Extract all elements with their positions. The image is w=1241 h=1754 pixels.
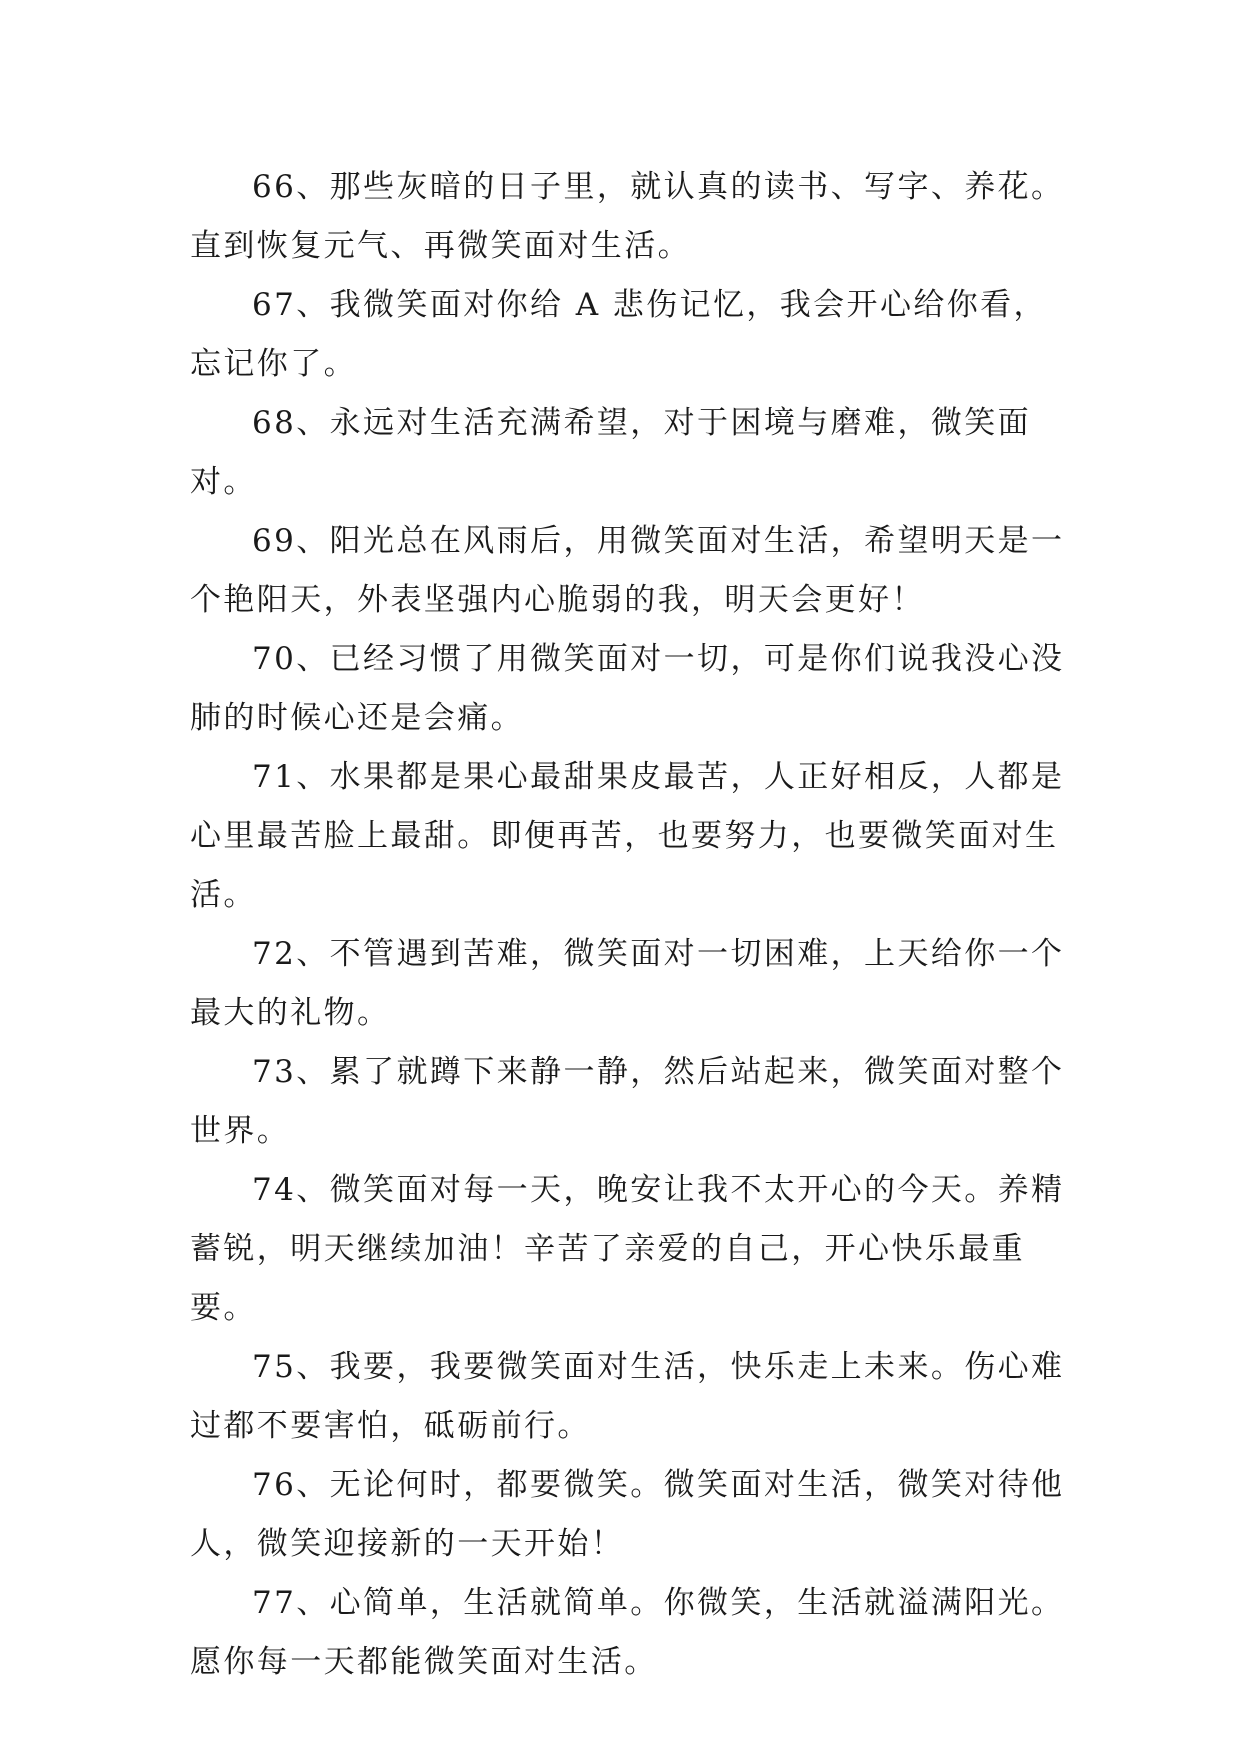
document-body — [190, 158, 1070, 1692]
paragraph-73: 73、累了就蹲下来静一静，然后站起来，微笑面对整个世界。 — [190, 1054, 1065, 1149]
paragraph-72: 72、不管遇到苦难，微笑面对一切困难，上天给你一个最大的礼物。 — [190, 936, 1065, 1031]
paragraph-67: 67、我微笑面对你给 A 悲伤记忆，我会开心给你看，忘记你了。 — [190, 287, 1047, 382]
paragraph-71: 71、水果都是果心最甜果皮最苦，人正好相反，人都是心里最苦脸上最甜。即便再苦，也要努力，也要微笑面对生活。 — [190, 759, 1065, 913]
paragraph-75: 75、我要，我要微笑面对生活，快乐走上未来。伤心难过都不要害怕，砥砺前行。 — [190, 1349, 1065, 1444]
paragraph-77: 77、心简单，生活就简单。你微笑，生活就溢满阳光。愿你每一天都能微笑面对生活。 — [190, 1585, 1065, 1680]
paragraph-70: 70、已经习惯了用微笑面对一切，可是你们说我没心没肺的时候心还是会痛。 — [190, 641, 1065, 736]
paragraph-74: 74、微笑面对每一天，晚安让我不太开心的今天。养精蓄锐，明天继续加油！辛苦了亲爱的自己，开心快乐最重要。 — [190, 1172, 1065, 1326]
paragraph-69: 69、阳光总在风雨后，用微笑面对生活，希望明天是一个艳阳天，外表坚强内心脆弱的我，明天会更好！ — [190, 523, 1065, 618]
paragraph-76: 76、无论何时，都要微笑。微笑面对生活，微笑对待他人，微笑迎接新的一天开始！ — [190, 1467, 1065, 1562]
paragraph-68: 68、永远对生活充满希望，对于困境与磨难，微笑面对。 — [190, 405, 1032, 500]
paragraph-66: 66、那些灰暗的日子里，就认真的读书、写字、养花。直到恢复元气、再微笑面对生活。 — [190, 169, 1065, 264]
